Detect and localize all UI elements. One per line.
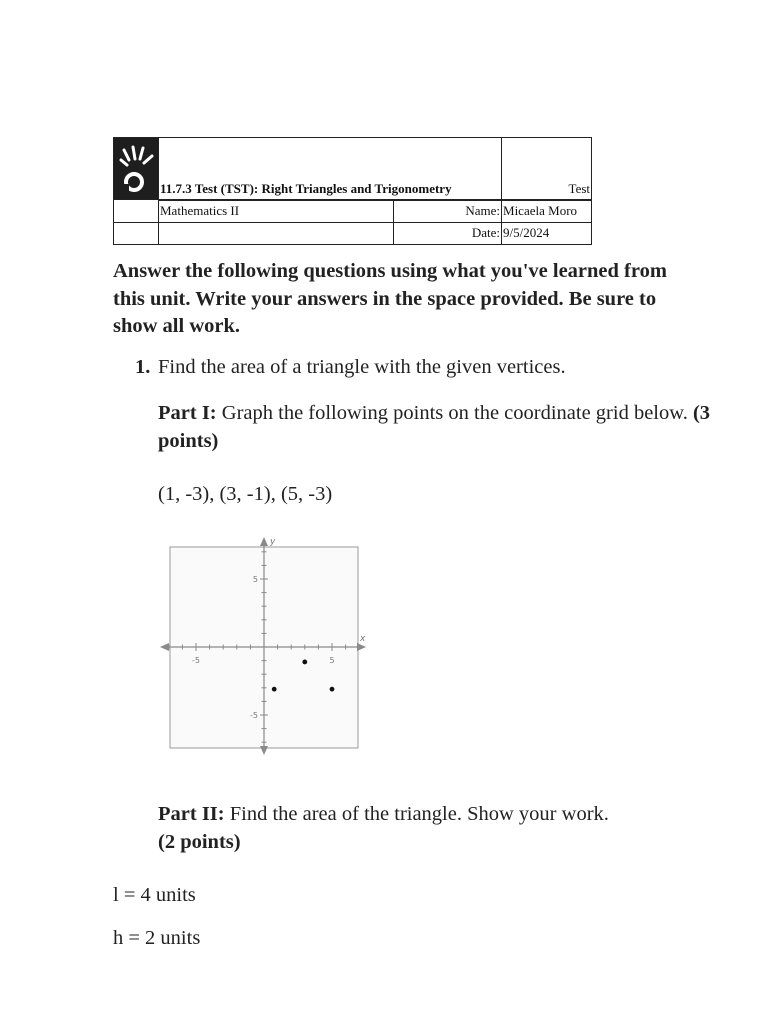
course-name: Mathematics II xyxy=(159,200,394,223)
part1-text: Graph the following points on the coordinate grid below. xyxy=(221,402,688,424)
question-text: Find the area of a triangle with the given vertices. xyxy=(158,356,566,378)
part2-prompt xyxy=(158,801,718,856)
x-axis-label: x xyxy=(360,634,366,644)
name-label: Name: xyxy=(394,200,502,223)
y-axis-arrow-down xyxy=(260,746,268,755)
x-axis-arrow-right xyxy=(357,643,366,651)
student-name: Micaela Moro xyxy=(502,200,592,223)
part1-label: Part I: xyxy=(158,402,217,424)
y-axis-label: y xyxy=(270,537,276,547)
part2-text: Find the area of the triangle. Show your work. xyxy=(229,803,609,825)
date-value: 9/5/2024 xyxy=(502,222,592,244)
graph-point xyxy=(330,687,335,692)
vertices-list: (1, -3), (3, -1), (5, -3) xyxy=(158,483,333,505)
part2-points: (2 points) xyxy=(158,830,241,853)
tick-label-x-neg: -5 xyxy=(192,656,200,665)
sunburst-logo-icon xyxy=(114,138,158,195)
part2-label: Part II: xyxy=(158,803,225,825)
empty-cell xyxy=(114,222,159,244)
graph-point xyxy=(302,660,307,665)
answer-length: l = 4 units xyxy=(113,884,196,906)
part1-prompt xyxy=(158,400,718,455)
instructions: Answer the following questions using what you've learned from this unit. Write your answers in the space provided. Be sure to show all work. xyxy=(113,260,667,337)
date-label: Date: xyxy=(394,222,502,244)
question-number: 1. xyxy=(135,356,151,378)
test-title: 11.7.3 Test (TST): Right Triangles and Trigonometry xyxy=(159,138,502,200)
answer-height: h = 2 units xyxy=(113,927,201,949)
assignment-header-table xyxy=(113,137,592,245)
part1-points: (3 points) xyxy=(158,402,711,452)
x-axis-arrow-left xyxy=(160,643,169,651)
graph-point xyxy=(272,687,277,692)
assignment-type: Test xyxy=(502,138,592,200)
empty-cell xyxy=(114,200,159,223)
coordinate-grid xyxy=(158,535,370,759)
logo-cell xyxy=(114,138,159,200)
tick-label-y-neg: -5 xyxy=(250,711,258,720)
empty-cell xyxy=(159,222,394,244)
tick-label-y-pos: 5 xyxy=(252,575,258,584)
y-axis-arrow-up xyxy=(260,537,268,546)
tick-label-x-pos: 5 xyxy=(329,656,335,665)
